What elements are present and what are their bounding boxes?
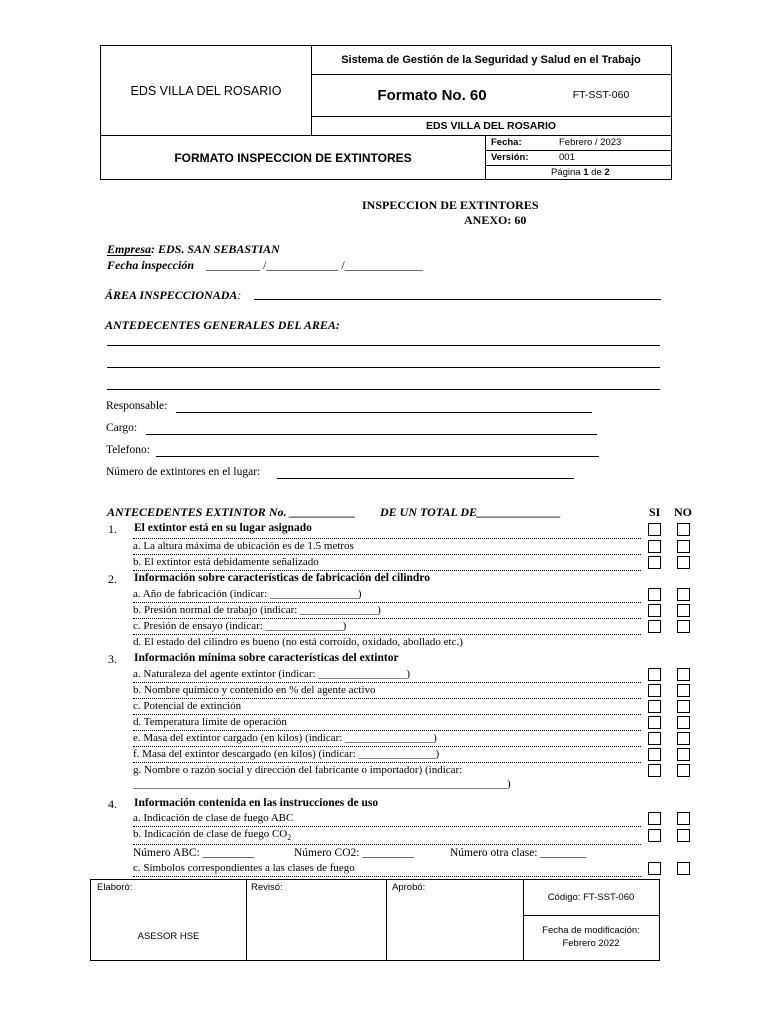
no-checkbox[interactable] bbox=[677, 588, 690, 601]
si-checkbox[interactable] bbox=[648, 523, 661, 536]
checklist-item: a. Naturaleza del agente extintor (indicar: ________________) bbox=[133, 668, 411, 680]
responsable-label: Responsable: bbox=[106, 400, 168, 412]
checklist-item: d. Temperatura límite de operación bbox=[133, 716, 287, 728]
document-header-table bbox=[100, 45, 672, 180]
numero-otra-clase[interactable]: Número otra clase: ________ bbox=[450, 847, 587, 859]
numero-extintores-label: Número de extintores en el lugar: bbox=[106, 466, 261, 478]
no-checkbox[interactable] bbox=[677, 829, 690, 842]
no-checkbox[interactable] bbox=[677, 716, 690, 729]
checklist-item: d. El estado del cilindro es bueno (no está corroído, oxidado, abollado etc.) bbox=[133, 636, 463, 648]
no-checkbox[interactable] bbox=[677, 684, 690, 697]
si-checkbox[interactable] bbox=[648, 556, 661, 569]
checklist-item: e. Masa del extintor cargado (en kilos) (indicar: ________________) bbox=[133, 732, 437, 744]
fecha-inspeccion-label: Fecha inspección bbox=[107, 258, 194, 272]
system-title: Sistema de Gestión de la Seguridad y Salud en el Trabajo bbox=[341, 54, 641, 66]
checklist-heading-extintor: ANTECEDENTES EXTINTOR No. ___________ bbox=[107, 505, 356, 519]
reviso-label: Revisó: bbox=[251, 882, 283, 893]
page-total: 2 bbox=[604, 167, 610, 178]
si-checkbox[interactable] bbox=[648, 862, 661, 875]
antecedentes-line-3[interactable] bbox=[107, 389, 660, 390]
annex-title: ANEXO: 60 bbox=[464, 213, 527, 227]
numero-co2[interactable]: Número CO2: _________ bbox=[294, 847, 415, 859]
checklist-item: g. Nombre o razón social y dirección del fabricante o importador) (indicar: bbox=[133, 764, 463, 776]
no-checkbox[interactable] bbox=[677, 862, 690, 875]
area-input-line[interactable] bbox=[254, 299, 661, 300]
document-title: FORMATO INSPECCION DE EXTINTORES bbox=[174, 150, 412, 165]
si-checkbox[interactable] bbox=[648, 620, 661, 633]
checklist-item: c. Símbolos correspondientes a las clases de fuego bbox=[133, 862, 355, 874]
page-indicator bbox=[551, 167, 610, 178]
no-checkbox[interactable] bbox=[677, 812, 690, 825]
antecedentes-line-2[interactable] bbox=[107, 367, 660, 368]
format-title: Formato No. 60 bbox=[377, 86, 487, 104]
no-checkbox[interactable] bbox=[677, 748, 690, 761]
checklist-item bbox=[133, 828, 291, 842]
empresa-label: Empresa bbox=[107, 242, 152, 256]
section-number: 1. bbox=[108, 522, 117, 536]
format-code: FT-SST-060 bbox=[572, 89, 630, 101]
elaboro-value: ASESOR HSE bbox=[137, 931, 200, 942]
checklist-item: b. El extintor está debidamente señalizado bbox=[133, 556, 319, 568]
no-checkbox[interactable] bbox=[677, 604, 690, 617]
si-checkbox[interactable] bbox=[648, 684, 661, 697]
page-prefix: Página bbox=[551, 167, 584, 178]
si-checkbox[interactable] bbox=[648, 588, 661, 601]
cargo-label: Cargo: bbox=[106, 422, 138, 434]
checklist-item-continuation: ____________________________________________________________________) bbox=[133, 778, 511, 790]
version-label: Versión: bbox=[491, 152, 529, 163]
checklist-item: c. Potencial de extinción bbox=[133, 700, 242, 712]
section-title: El extintor está en su lugar asignado bbox=[134, 522, 312, 534]
section-title: Información sobre características de fabricación del cilindro bbox=[134, 572, 430, 584]
si-checkbox[interactable] bbox=[648, 748, 661, 761]
si-checkbox[interactable] bbox=[648, 829, 661, 842]
antecedentes-label: ANTEDECENTES GENERALES DEL AREA: bbox=[105, 318, 340, 332]
si-checkbox[interactable] bbox=[648, 732, 661, 745]
fecha-modificacion-label: Fecha de modificación: bbox=[542, 925, 640, 936]
numero-extintores-input-line[interactable] bbox=[277, 478, 574, 479]
page-separator: de bbox=[588, 167, 605, 178]
area-inspeccionada-line bbox=[105, 288, 241, 303]
numero-abc[interactable]: Número ABC: _________ bbox=[133, 847, 255, 859]
no-checkbox[interactable] bbox=[677, 732, 690, 745]
si-column-header: SI bbox=[649, 505, 661, 519]
fecha-value: Febrero / 2023 bbox=[559, 137, 622, 148]
empresa-line bbox=[107, 242, 280, 257]
section-number: 3. bbox=[108, 652, 117, 666]
company-name-center: EDS VILLA DEL ROSARIO bbox=[425, 119, 557, 132]
version-value: 001 bbox=[559, 152, 575, 163]
checklist-item: a. Indicación de clase de fuego ABC bbox=[133, 812, 294, 824]
no-checkbox[interactable] bbox=[677, 700, 690, 713]
no-checkbox[interactable] bbox=[677, 620, 690, 633]
inspection-title: INSPECCION DE EXTINTORES bbox=[362, 198, 539, 212]
no-checkbox[interactable] bbox=[677, 764, 690, 777]
company-name-left: EDS VILLA DEL ROSARIO bbox=[130, 83, 282, 98]
si-checkbox[interactable] bbox=[648, 716, 661, 729]
checklist-item: b. Nombre químico y contenido en % del agente activo bbox=[133, 684, 376, 696]
telefono-label: Telefono: bbox=[106, 444, 150, 456]
checklist-item: f. Masa del extintor descargado (en kilos) (indicar: ______________) bbox=[133, 748, 440, 760]
si-checkbox[interactable] bbox=[648, 668, 661, 681]
empresa-value: : EDS. SAN SEBASTIAN bbox=[151, 242, 280, 256]
si-checkbox[interactable] bbox=[648, 604, 661, 617]
si-checkbox[interactable] bbox=[648, 540, 661, 553]
no-checkbox[interactable] bbox=[677, 523, 690, 536]
section-number: 4. bbox=[108, 797, 117, 811]
si-checkbox[interactable] bbox=[648, 812, 661, 825]
section-title: Información contenida en las instrucciones de uso bbox=[134, 797, 379, 809]
checklist-item-text: b. Indicación de clase de fuego CO bbox=[133, 828, 288, 840]
section-number: 2. bbox=[108, 572, 117, 586]
no-checkbox[interactable] bbox=[677, 668, 690, 681]
si-checkbox[interactable] bbox=[648, 764, 661, 777]
antecedentes-line-1[interactable] bbox=[107, 345, 660, 346]
aprobo-label: Aprobó: bbox=[392, 882, 426, 893]
area-label: ÁREA INSPECCIONADA bbox=[105, 288, 238, 302]
si-checkbox[interactable] bbox=[648, 700, 661, 713]
checklist-item: b. Presión normal de trabajo (indicar: ______________) bbox=[133, 604, 381, 616]
section-title: Información mínima sobre características del extintor bbox=[134, 652, 399, 664]
no-column-header: NO bbox=[674, 505, 692, 519]
fecha-modificacion-value: Febrero 2022 bbox=[562, 938, 620, 949]
codigo-text: Código: FT-SST-060 bbox=[547, 892, 635, 903]
no-checkbox[interactable] bbox=[677, 556, 690, 569]
checklist-item: c. Presión de ensayo (indicar: ______________) bbox=[133, 620, 347, 632]
telefono-input-line[interactable] bbox=[156, 456, 599, 457]
signature-footer-table bbox=[90, 879, 660, 961]
no-checkbox[interactable] bbox=[677, 540, 690, 553]
page-number: 1 bbox=[583, 167, 589, 178]
checklist-heading-total: DE UN TOTAL DE______________ bbox=[380, 505, 562, 519]
responsable-input-line[interactable] bbox=[176, 412, 592, 413]
checklist-item: a. Año de fabricación (indicar: ________________) bbox=[133, 588, 362, 600]
fecha-inspeccion-blanks[interactable]: _________ /____________ /_____________ bbox=[206, 258, 423, 272]
checklist-item: a. La altura máxima de ubicación es de 1.5 metros bbox=[133, 540, 354, 552]
cargo-input-line[interactable] bbox=[146, 434, 597, 435]
area-colon: : bbox=[237, 288, 242, 302]
elaboro-label: Elaboró: bbox=[97, 882, 133, 893]
fecha-label: Fecha: bbox=[491, 137, 522, 148]
subscript-2: 2 bbox=[287, 833, 292, 843]
